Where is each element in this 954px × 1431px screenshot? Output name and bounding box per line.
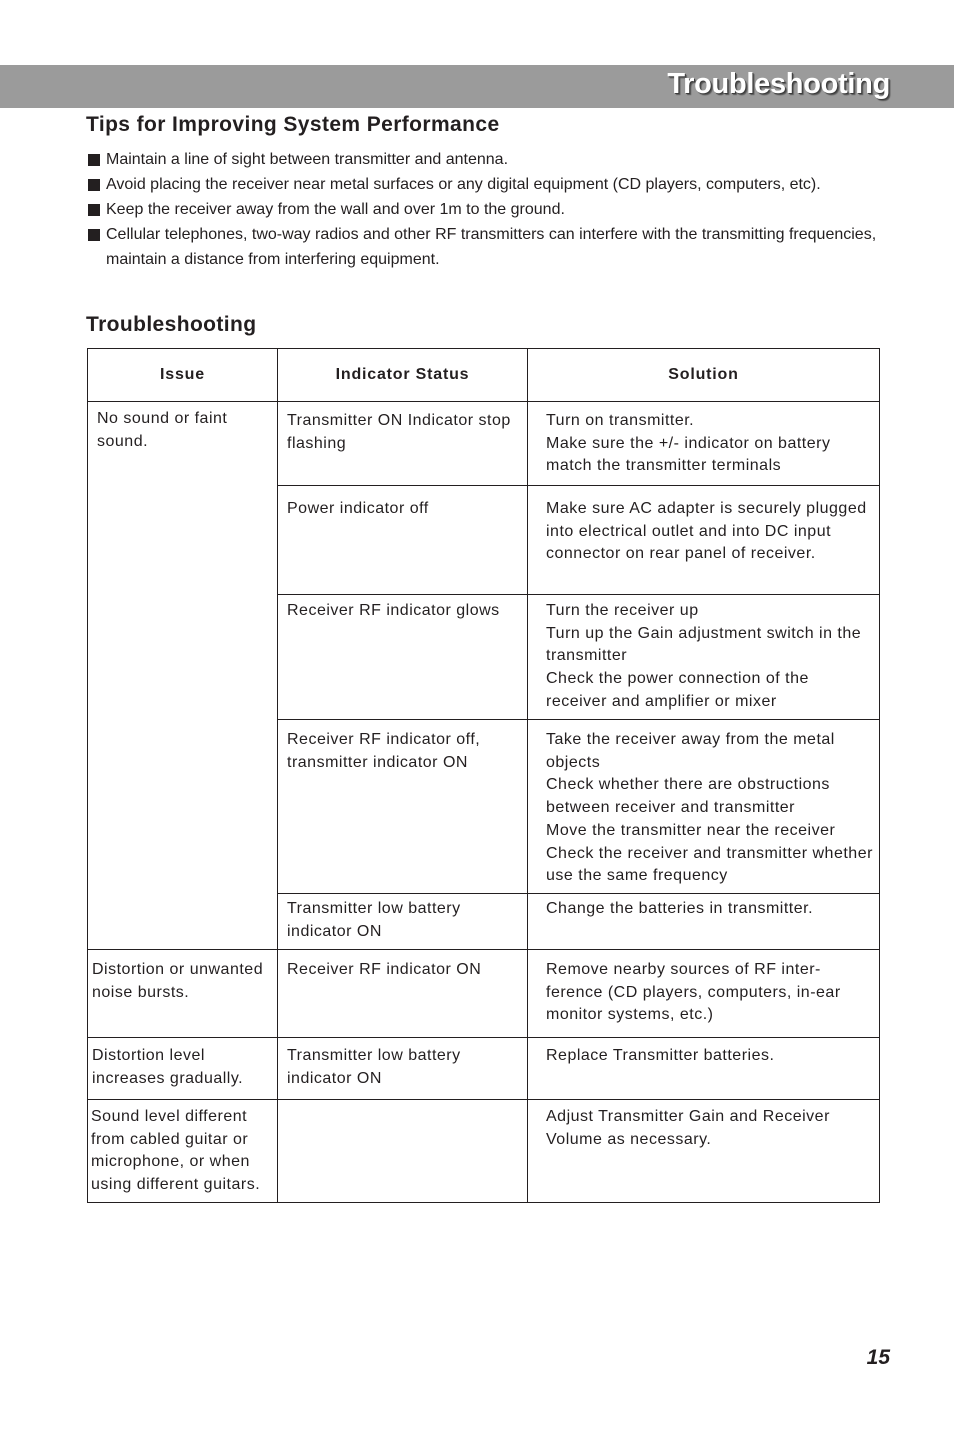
- indicator-cell: Transmitter low battery indicator ON: [278, 894, 528, 950]
- solution-cell: Replace Transmitter batteries.: [528, 1038, 880, 1100]
- tips-list: [88, 147, 908, 272]
- solution-cell: Turn the receiver up Turn up the Gain adjustment switch in the transmitter Check the power connection of the receiver and amplifier or mixer: [528, 595, 880, 720]
- tip-text: Cellular telephones, two-way radios and other RF transmitters can interfere with the transmitting frequencies, maintain a distance from interfering equipment.: [106, 226, 877, 268]
- tips-heading: Tips for Improving System Performance: [86, 113, 500, 136]
- indicator-cell: Transmitter low battery indicator ON: [278, 1038, 528, 1100]
- column-header-indicator-status: Indicator Status: [278, 349, 528, 402]
- square-bullet-icon: [88, 179, 100, 191]
- solution-cell: Take the receiver away from the metal objects Check whether there are obstructions between receiver and transmitter Move the transmitter near the receiver Check the receiver and transmitter whether use the same frequency: [528, 720, 880, 894]
- issue-cell: Sound level different from cabled guitar or microphone, or when using different guitars.: [88, 1100, 278, 1203]
- square-bullet-icon: [88, 204, 100, 216]
- column-header-solution: Solution: [528, 349, 880, 402]
- table-row: [88, 402, 880, 486]
- troubleshooting-heading: Troubleshooting: [86, 313, 257, 336]
- solution-cell: Remove nearby sources of RF inter-ference (CD players, computers, in-ear monitor systems, etc.): [528, 950, 880, 1038]
- tip-text: Avoid placing the receiver near metal surfaces or any digital equipment (CD players, computers, etc).: [106, 176, 821, 193]
- page-title: Troubleshooting: [667, 68, 890, 100]
- square-bullet-icon: [88, 154, 100, 166]
- indicator-cell: Power indicator off: [278, 486, 528, 595]
- table-row: [88, 1038, 880, 1100]
- square-bullet-icon: [88, 229, 100, 241]
- tip-text: Keep the receiver away from the wall and over 1m to the ground.: [106, 201, 565, 218]
- tip-item: [88, 197, 908, 222]
- solution-cell: Make sure AC adapter is securely plugged into electrical outlet and into DC input connector on rear panel of receiver.: [528, 486, 880, 595]
- page-number: 15: [866, 1346, 890, 1369]
- issue-cell: Distortion level increases gradually.: [88, 1038, 278, 1100]
- table-header-row: [88, 349, 880, 402]
- issue-cell: Distortion or unwanted noise bursts.: [88, 950, 278, 1038]
- tip-item: [88, 172, 908, 197]
- solution-cell: Change the batteries in transmitter.: [528, 894, 880, 950]
- table-row: [88, 950, 880, 1038]
- table-row: [88, 1100, 880, 1203]
- tip-item: [88, 147, 908, 172]
- troubleshooting-table: [87, 348, 880, 1203]
- indicator-cell: Receiver RF indicator glows: [278, 595, 528, 720]
- solution-cell: Adjust Transmitter Gain and Receiver Volume as necessary.: [528, 1100, 880, 1203]
- tip-item: [88, 222, 908, 272]
- indicator-cell: [278, 1100, 528, 1203]
- solution-cell: Turn on transmitter. Make sure the +/- indicator on battery match the transmitter terminals: [528, 402, 880, 486]
- indicator-cell: Receiver RF indicator off, transmitter indicator ON: [278, 720, 528, 894]
- indicator-cell: Receiver RF indicator ON: [278, 950, 528, 1038]
- header-bar: [0, 65, 954, 108]
- indicator-cell: Transmitter ON Indicator stop flashing: [278, 402, 528, 486]
- tip-text: Maintain a line of sight between transmitter and antenna.: [106, 151, 509, 168]
- issue-cell: No sound or faint sound.: [88, 402, 278, 950]
- column-header-issue: Issue: [88, 349, 278, 402]
